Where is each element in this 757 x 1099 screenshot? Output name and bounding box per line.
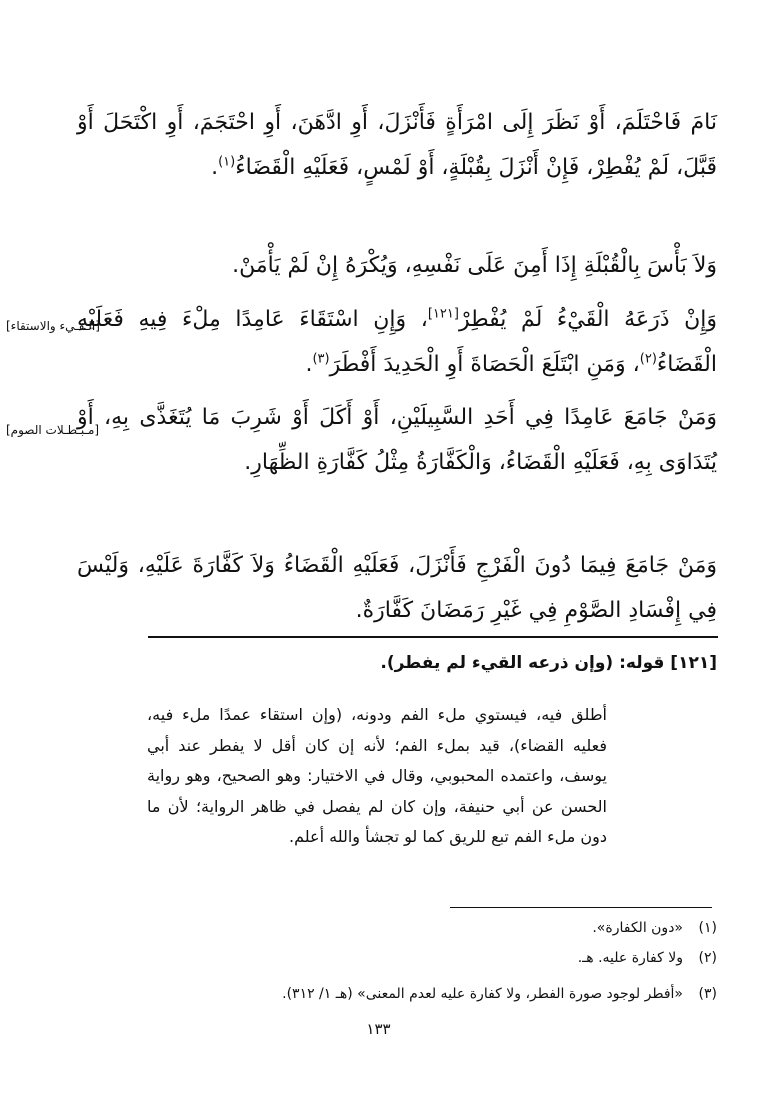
footnote-ref-1: (١) bbox=[218, 154, 236, 170]
footnote-number: (٣) bbox=[698, 986, 717, 1002]
main-paragraph-4: وَمَنْ جَامَعَ عَامِدًا فِي أَحَدِ السَّبِيلَيْنِ، أَوْ أَكَلَ أَوْ شَرِبَ مَا يُتَغَذَّى بِهِ، أَوْ يُتَدَاوَى بِهِ، فَعَلَيْهِ الْقَضَاءُ، وَالْكَفَّارَةُ مِثْلُ كَفَّارَةِ الظِّهَارِ. bbox=[77, 405, 717, 475]
main-paragraph-1 bbox=[77, 100, 717, 190]
paragraph-text: نَامَ فَاحْتَلَمَ، أَوْ نَظَرَ إِلَى امْرَأَةٍ فَأَنْزَلَ، أَوِ ادَّهَنَ، أَوِ احْتَجَمَ، أَوِ اكْتَحَلَ أَوْ قَبَّلَ، لَمْ يُفْطِرْ، فَإِنْ أَنْزَلَ بِقُبْلَةٍ، أَوْ لَمْسٍ، فَعَلَيْهِ الْقَضَاءُ bbox=[77, 110, 717, 180]
side-heading-fast-breakers: [مـبـطـلات الصوم] bbox=[6, 423, 100, 437]
side-heading-vomiting: [الـقـيء والاستقاء] bbox=[6, 319, 100, 333]
commentary-body: أطلق فيه، فيستوي ملء الفم ودونه، (وإن استقاء عمدًا ملء فيه، فعليه القضاء)، قيد بملء الفم؛ لأنه إن كان أقل لا يفطر عند أبي يوسف، واعتمده المحبوبي، وقال في الاختيار: وهو الصحيح، وهو رواية الحسن عن أبي حنيفة، وإن كان لم يفصل في ظاهر الرواية؛ لأن ما دون ملء الفم تبع للريق كما لو تجشأ والله أعلم. bbox=[147, 705, 607, 846]
footnote-2 bbox=[77, 947, 717, 969]
paragraph-end: . bbox=[305, 352, 313, 377]
footnote-number: (٢) bbox=[698, 950, 717, 966]
footnote-ref-2: (٢) bbox=[639, 351, 657, 367]
paragraph-end: . bbox=[211, 155, 219, 180]
footnote-ref-3: (٣) bbox=[312, 351, 330, 367]
main-paragraph-2: وَلاَ بَأْسَ بِالْقُبْلَةِ إِذَا أَمِنَ عَلَى نَفْسِهِ، وَيُكْرَهُ إِنْ لَمْ يَأْمَنْ. bbox=[232, 253, 717, 278]
paragraph-text: ، وَمَنِ ابْتَلَعَ الْحَصَاةَ أَوِ الْحَدِيدَ أَفْطَرَ bbox=[329, 352, 640, 377]
paragraph-text: وَإِنْ ذَرَعَهُ الْقَيْءُ لَمْ يُفْطِرْ bbox=[458, 307, 717, 332]
commentary-title: [١٢١] قوله: (وإن ذرعه القيء لم يفطر). bbox=[380, 653, 717, 673]
footnote-text: «دون الكفارة». bbox=[592, 920, 683, 936]
main-paragraph-5: وَمَنْ جَامَعَ فِيمَا دُونَ الْفَرْجِ فَأَنْزَلَ، فَعَلَيْهِ الْقَضَاءُ وَلاَ كَفَّارَةَ عَلَيْهِ، وَلَيْسَ فِي إِفْسَادِ الصَّوْمِ فِي غَيْرِ رَمَضَانَ كَفَّارَةٌ. bbox=[77, 553, 717, 623]
footnote-number: (١) bbox=[698, 920, 717, 936]
footnote-text: «أفطر لوجود صورة الفطر، ولا كفارة عليه لعدم المعنى» (هـ ١/ ٣١٢). bbox=[282, 986, 683, 1002]
footnote-1 bbox=[77, 917, 717, 939]
footnote-3 bbox=[77, 983, 717, 1005]
paragraph-text: ، وَإِنِ اسْتَقَاءَ عَامِدًا مِلْءَ فِيهِ فَعَلَيْهِ الْقَضَاءُ bbox=[77, 307, 717, 377]
page-number: ١٣٣ bbox=[366, 1020, 391, 1038]
commentary-divider bbox=[148, 636, 718, 638]
commentary-ref-121: [١٢١] bbox=[427, 306, 459, 322]
main-paragraph-3 bbox=[77, 297, 717, 387]
footnote-divider bbox=[450, 907, 712, 908]
footnote-text: ولا كفارة عليه. هـ. bbox=[577, 950, 683, 966]
